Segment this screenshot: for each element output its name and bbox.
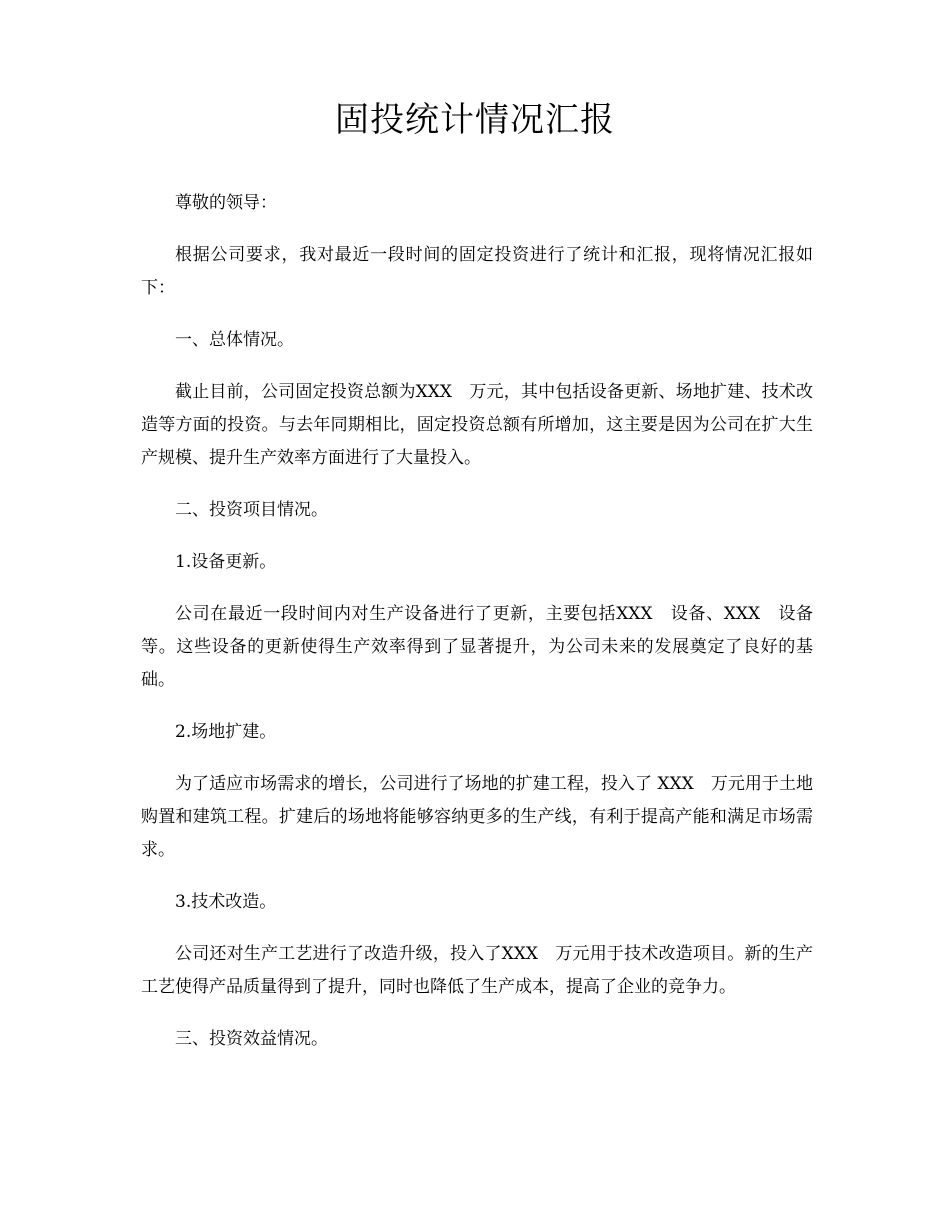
subheading-site: 2.场地扩建。 <box>175 722 277 742</box>
technology-paragraph: 公司还对生产工艺进行了改造升级，投入了XXX 万元用于技术改造项目。新的生产工艺使得产品质量得到了提升，同时也降低了生产成本，提高了企业的竞争力。 <box>141 944 813 997</box>
section-heading-benefits: 三、投资效益情况。 <box>175 1029 328 1049</box>
salutation: 尊敬的领导： <box>175 193 277 213</box>
equipment-paragraph: 公司在最近一段时间内对生产设备进行了更新，主要包括XXX 设备、XXX 设备等。这些设备的更新使得生产效率得到了显著提升，为公司未来的发展奠定了良好的基础。 <box>141 604 813 690</box>
document-body <box>141 187 813 1075</box>
overall-paragraph: 截止目前，公司固定投资总额为XXX 万元，其中包括设备更新、场地扩建、技术改造等方面的投资。与去年同期相比，固定投资总额有所增加，这主要是因为公司在扩大生产规模、提升生产效率方面进行了大量投入。 <box>141 382 813 468</box>
intro-paragraph: 根据公司要求，我对最近一段时间的固定投资进行了统计和汇报，现将情况汇报如下： <box>141 245 813 298</box>
section-heading-overall: 一、总体情况。 <box>175 330 294 350</box>
subheading-equipment: 1.设备更新。 <box>175 552 277 572</box>
section-heading-projects: 二、投资项目情况。 <box>175 500 328 520</box>
site-paragraph: 为了适应市场需求的增长，公司进行了场地的扩建工程，投入了 XXX 万元用于土地购置和建筑工程。扩建后的场地将能够容纳更多的生产线，有利于提高产能和满足市场需求。 <box>141 774 813 860</box>
subheading-technology: 3.技术改造。 <box>175 892 277 912</box>
document-title: 固投统计情况汇报 <box>335 100 615 140</box>
